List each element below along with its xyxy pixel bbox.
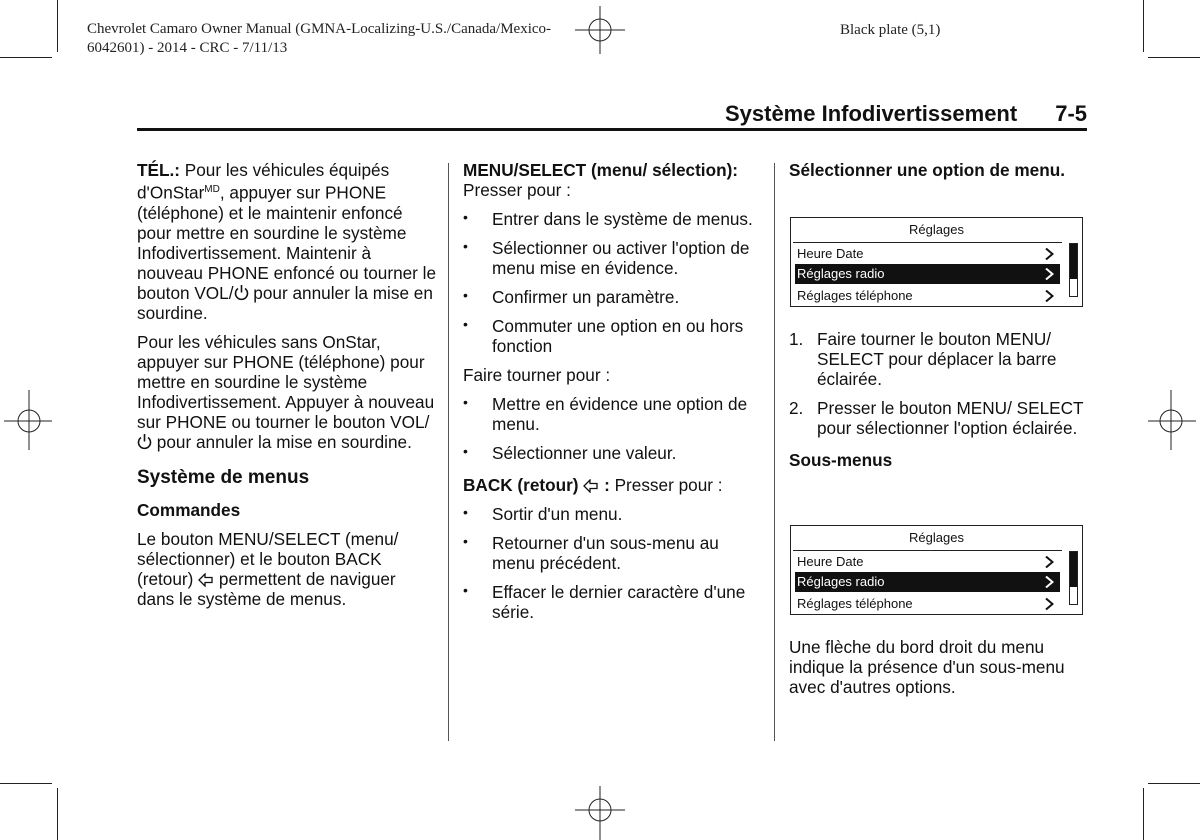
scroll-thumb xyxy=(1070,552,1077,587)
chevron-right-icon xyxy=(1045,268,1054,280)
list-item: • Commuter une option en ou hors fonction xyxy=(463,316,763,356)
trademark-sup: MD xyxy=(204,184,220,195)
step-text: Faire tourner le bouton MENU/ SELECT pour déplacer la barre éclairée. xyxy=(817,329,1057,389)
column-3-steps xyxy=(789,329,1089,479)
crop-mark xyxy=(1148,57,1200,58)
crop-mark xyxy=(57,788,58,840)
tel-text-c: pour annuler la mise en sourdine. xyxy=(137,282,433,323)
list-item: • Mettre en évidence une option de menu. xyxy=(463,394,763,434)
power-icon xyxy=(234,284,249,301)
menu-item-reglages-radio xyxy=(795,572,1060,592)
registration-mark-icon xyxy=(0,390,52,452)
step-text: Presser le bouton MENU/ SELECT pour sélectionner l'option éclairée. xyxy=(817,398,1084,438)
list-item: • Confirmer un paramètre. xyxy=(463,287,763,307)
menu-item-label: Réglages téléphone xyxy=(797,596,913,611)
paragraph-no-onstar xyxy=(137,332,437,452)
crop-mark xyxy=(57,0,58,52)
paragraph-menu-select xyxy=(463,160,763,200)
steps-list xyxy=(789,329,1089,438)
paragraph-controls xyxy=(137,529,437,609)
back-text: Presser pour : xyxy=(609,475,723,495)
column-1 xyxy=(137,160,437,618)
controls-text-b: permettent de naviguer dans le système de menus. xyxy=(137,568,396,609)
menu-item-reglages-radio xyxy=(795,264,1060,284)
page-number: 7-5 xyxy=(1055,101,1087,126)
print-header-plate: Black plate (5,1) xyxy=(840,22,941,38)
registration-mark-icon xyxy=(1148,390,1200,452)
menu-title: Réglages xyxy=(909,222,964,237)
print-header-line-1: Chevrolet Camaro Owner Manual (GMNA-Localizing-U.S./Canada/Mexico- xyxy=(87,21,552,37)
crop-mark xyxy=(0,783,52,784)
back-label: BACK (retour) xyxy=(463,475,579,495)
turn-list xyxy=(463,394,763,463)
chevron-right-icon xyxy=(1045,290,1054,302)
menu-title: Réglages xyxy=(909,530,964,545)
menu-select-text: Presser pour : xyxy=(463,180,571,200)
title-rule xyxy=(137,128,1087,131)
menu-item-label: Heure Date xyxy=(797,554,864,569)
step-item xyxy=(789,329,1089,389)
paragraph-tel xyxy=(137,160,437,323)
menu-select-list xyxy=(463,209,763,356)
column-divider xyxy=(774,163,775,741)
scroll-thumb xyxy=(1070,244,1077,279)
list-item: • Sortir d'un menu. xyxy=(463,504,763,524)
list-item: • Effacer le dernier caractère d'une série. xyxy=(463,582,763,622)
registration-mark-icon xyxy=(565,2,635,62)
menu-item-reglages-telephone xyxy=(795,594,1060,614)
step-item xyxy=(789,398,1089,438)
menu-screen-illustration xyxy=(790,217,1083,307)
menu-divider xyxy=(793,550,1062,551)
list-item: • Entrer dans le système de menus. xyxy=(463,209,763,229)
menu-screen-illustration xyxy=(790,525,1083,615)
crop-mark xyxy=(1148,783,1200,784)
heading-submenus: Sous-menus xyxy=(789,450,893,470)
menu-item-heure-date xyxy=(795,552,1060,572)
step-number: 2. xyxy=(789,398,804,418)
controls-text-a: Le bouton MENU/SELECT (menu/ sélectionner) et le bouton BACK (retour) xyxy=(137,528,399,589)
menu-item-label: Réglages radio xyxy=(797,574,885,589)
menu-select-label: MENU/SELECT (menu/ sélection): xyxy=(463,160,739,180)
back-arrow-icon xyxy=(198,573,214,587)
no-onstar-text-a: Pour les véhicules sans OnStar, appuyer sur PHONE (téléphone) pour mettre en sourdine le système Infodivertissement. Appuyer à nouveau sur PHONE ou tourner le bouton VOL/ xyxy=(137,331,435,432)
crop-mark xyxy=(1143,788,1144,840)
section-title xyxy=(600,101,1087,127)
chevron-right-icon xyxy=(1045,576,1054,588)
chevron-right-icon xyxy=(1045,556,1054,568)
menu-item-heure-date xyxy=(795,244,1060,264)
list-item: • Sélectionner ou activer l'option de menu mise en évidence. xyxy=(463,238,763,278)
column-3-closing xyxy=(789,637,1089,706)
column-divider xyxy=(448,163,449,741)
chevron-right-icon xyxy=(1045,248,1054,260)
registration-mark-icon xyxy=(565,782,635,840)
crop-mark xyxy=(0,57,52,58)
heading-menu-system: Système de menus xyxy=(137,466,310,488)
menu-item-reglages-telephone xyxy=(795,286,1060,306)
subheading-controls: Commandes xyxy=(137,499,241,520)
no-onstar-text-b: pour annuler la mise en sourdine. xyxy=(152,431,412,452)
step-number: 1. xyxy=(789,329,804,349)
menu-item-label: Heure Date xyxy=(797,246,864,261)
heading-select-option: Sélectionner une option de menu. xyxy=(789,160,1065,180)
menu-scrollbar xyxy=(1069,551,1078,605)
menu-scrollbar xyxy=(1069,243,1078,297)
print-header-left xyxy=(87,20,551,58)
column-3 xyxy=(789,160,1089,189)
menu-divider xyxy=(793,242,1062,243)
print-header-line-2: 6042601) - 2014 - CRC - 7/11/13 xyxy=(87,40,288,56)
back-arrow-icon xyxy=(583,479,599,493)
tel-label: TÉL.: xyxy=(137,160,180,180)
list-item: • Sélectionner une valeur. xyxy=(463,443,763,463)
menu-item-label: Réglages téléphone xyxy=(797,288,913,303)
tel-text-b: , appuyer sur PHONE (téléphone) et le maintenir enfoncé pour mettre en sourdine le système Infodivertissement. Maintenir à nouveau PHONE enfoncé ou tourner le bouton VOL/ xyxy=(137,182,437,303)
section-title-text: Système Infodivertissement xyxy=(724,101,1018,126)
list-item: • Retourner d'un sous-menu au menu précédent. xyxy=(463,533,763,573)
paragraph-submenu-arrow: Une flèche du bord droit du menu indique la présence d'un sous-menu avec d'autres options. xyxy=(789,637,1065,697)
back-colon: : xyxy=(599,475,610,495)
paragraph-turn: Faire tourner pour : xyxy=(463,365,611,385)
paragraph-back xyxy=(463,475,763,495)
crop-mark xyxy=(1143,0,1144,52)
menu-item-label: Réglages radio xyxy=(797,266,885,281)
power-icon xyxy=(137,433,152,450)
back-list xyxy=(463,504,763,622)
chevron-right-icon xyxy=(1045,598,1054,610)
tel-text-a: Pour les véhicules équipés d'OnStar xyxy=(137,160,390,203)
column-2 xyxy=(463,160,763,631)
